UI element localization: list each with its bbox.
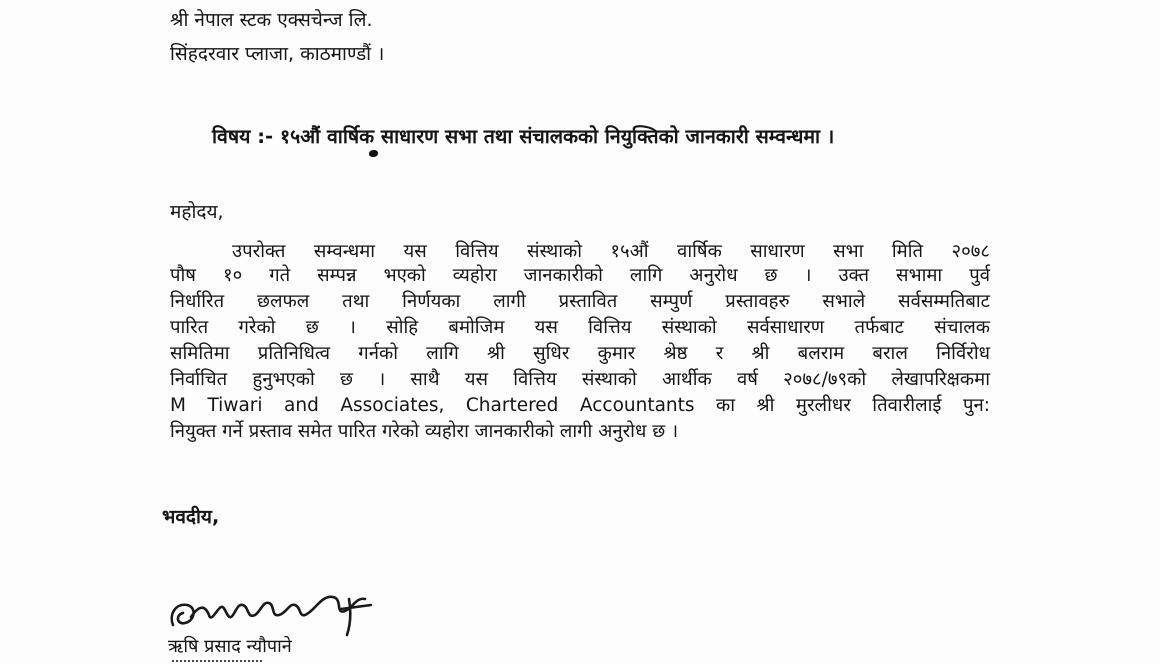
- body-line-3: निर्धारित छलफल तथा निर्णयका लागी प्रस्तावित सम्पुर्ण प्रस्तावहरु सभाले सर्वसम्मतिबाट: [170, 291, 990, 312]
- letter-subject: विषय :- १५औं वार्षिक साधारण सभा तथा संचालकको नियुक्तिको जानकारी सम्वन्धमा ।: [212, 125, 835, 148]
- body-line-7: M Tiwari and Associates, Chartered Accountants का श्री मुरलीधर तिवारीलाई पुन:: [170, 395, 990, 416]
- body-line-5: समितिमा प्रतिनिधित्व गर्नको लागि श्री सुधिर कुमार श्रेष्ठ र श्री बलराम बराल निर्विरोध: [170, 343, 990, 364]
- ink-blot: [369, 150, 378, 157]
- signer-title-cut-off: [172, 660, 262, 667]
- signature-image: [165, 585, 395, 640]
- body-line-2: पौष १० गते सम्पन्न भएको व्यहोरा जानकारीको लागि अनुरोध छ । उक्त सभामा पुर्व: [170, 265, 990, 286]
- body-line-6: निर्वाचित हुनुभएको छ । साथै यस वित्तिय संस्थाको आर्थीक वर्ष २०७८/७९को लेखापरिक्षकमा: [170, 369, 990, 390]
- recipient-name: श्री नेपाल स्टक एक्सचेन्ज लि.: [170, 9, 373, 31]
- closing: भवदीय,: [162, 506, 220, 528]
- body-line-8: नियुक्त गर्ने प्रस्ताव समेत पारित गरेको व्यहोरा जानकारीको लागी अनुरोध छ ।: [170, 421, 679, 442]
- body-line-4: पारित गरेको छ । सोहि बमोजिम यस वित्तिय संस्थाको सर्वसाधारण तर्फबाट संचालक: [170, 317, 990, 338]
- salutation: महोदय,: [170, 201, 224, 223]
- body-line-1: उपरोक्त सम्वन्धमा यस वित्तिय संस्थाको १५औं वार्षिक साधारण सभा मिति २०७८: [232, 241, 990, 262]
- recipient-address: सिंहदरवार प्लाजा, काठमाण्डौं ।: [170, 43, 385, 65]
- signer-name: ऋषि प्रसाद न्यौपाने: [168, 636, 292, 657]
